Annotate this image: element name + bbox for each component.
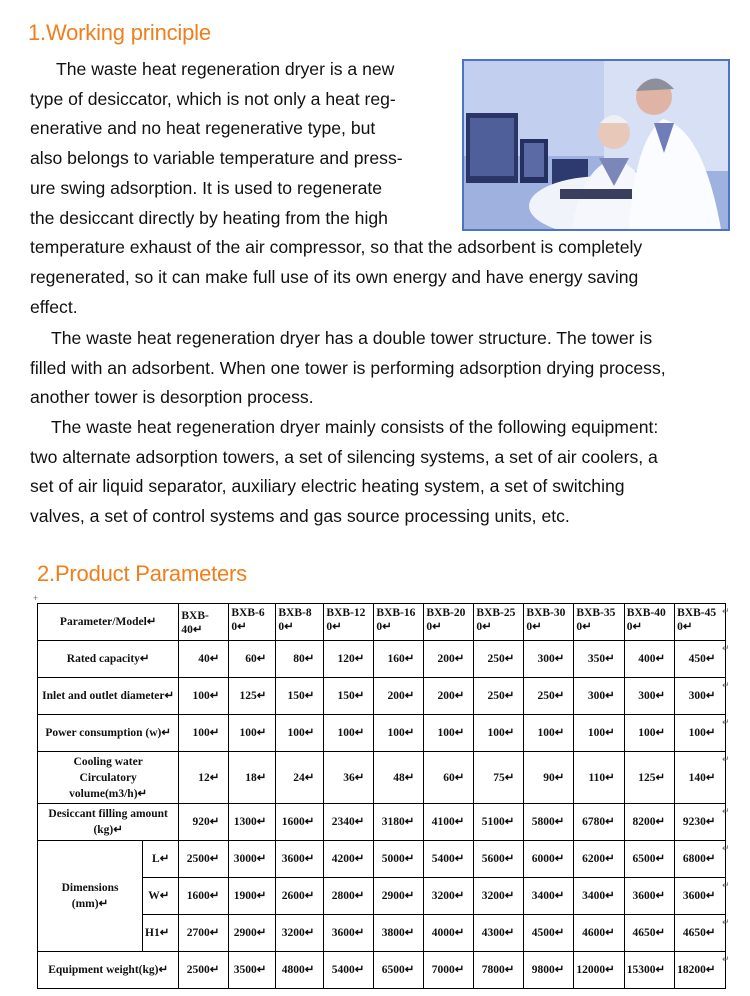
value-cell: 250↵ bbox=[524, 678, 574, 715]
value-cell: 6000↵ bbox=[524, 841, 574, 878]
row-end-mark: ↵ bbox=[722, 842, 730, 853]
value-cell: 100↵ bbox=[624, 715, 674, 752]
value-cell: 450↵ bbox=[675, 641, 725, 678]
value-cell: 1300↵ bbox=[229, 804, 276, 841]
value-cell: 4200↵ bbox=[324, 841, 374, 878]
row-power-consumption bbox=[38, 715, 726, 752]
value-cell: 3600↵ bbox=[624, 878, 674, 915]
text-line: enerative and no heat regenerative type, but bbox=[30, 118, 376, 139]
paragraph-tower-structure bbox=[30, 324, 666, 413]
model-header-cell: BXB-45 0↵ bbox=[675, 604, 725, 641]
value-cell: 100↵ bbox=[324, 715, 374, 752]
value-cell: 5800↵ bbox=[524, 804, 574, 841]
value-cell: 5600↵ bbox=[474, 841, 524, 878]
value-cell: 150↵ bbox=[324, 678, 374, 715]
value-cell: 2340↵ bbox=[324, 804, 374, 841]
value-cell: 7000↵ bbox=[424, 952, 474, 989]
row-label-cell: Rated capacity↵ bbox=[38, 641, 179, 678]
value-cell: 3800↵ bbox=[374, 915, 424, 952]
value-cell: 920↵ bbox=[179, 804, 229, 841]
value-cell: 300↵ bbox=[524, 641, 574, 678]
table-header-row bbox=[38, 604, 726, 641]
value-cell: 100↵ bbox=[524, 715, 574, 752]
value-cell: 3200↵ bbox=[424, 878, 474, 915]
table-anchor-mark: + bbox=[33, 593, 39, 603]
value-cell: 4650↵ bbox=[675, 915, 725, 952]
value-cell: 2900↵ bbox=[229, 915, 276, 952]
value-cell: 4650↵ bbox=[624, 915, 674, 952]
value-cell: 300↵ bbox=[624, 678, 674, 715]
row-equipment-weight bbox=[38, 952, 726, 989]
text-line: valves, a set of control systems and gas source processing units, etc. bbox=[30, 506, 570, 527]
text-line: type of desiccator, which is not only a heat reg- bbox=[30, 88, 396, 109]
value-cell: 5400↵ bbox=[424, 841, 474, 878]
paragraph-intro bbox=[30, 55, 642, 322]
text-line: filled with an adsorbent. When one tower is performing adsorption drying process, bbox=[30, 357, 666, 378]
value-cell: 6200↵ bbox=[574, 841, 624, 878]
row-cooling-water bbox=[38, 752, 726, 804]
value-cell: 3600↵ bbox=[324, 915, 374, 952]
value-cell: 300↵ bbox=[675, 678, 725, 715]
model-header-cell: BXB-12 0↵ bbox=[324, 604, 374, 641]
value-cell: 300↵ bbox=[574, 678, 624, 715]
model-header-cell: BXB-8 0↵ bbox=[276, 604, 324, 641]
value-cell: 12↵ bbox=[179, 752, 229, 804]
model-header-cell: BXB-30 0↵ bbox=[524, 604, 574, 641]
model-header-cell: BXB-40↵ bbox=[179, 604, 229, 641]
value-cell: 400↵ bbox=[624, 641, 674, 678]
value-cell: 100↵ bbox=[179, 715, 229, 752]
value-cell: 9800↵ bbox=[524, 952, 574, 989]
text-line: temperature exhaust of the air compressor, so that the adsorbent is completely bbox=[30, 237, 643, 258]
value-cell: 3400↵ bbox=[524, 878, 574, 915]
model-header-cell: BXB-40 0↵ bbox=[624, 604, 674, 641]
row-dimension-l bbox=[38, 841, 726, 878]
row-inlet-outlet-diameter bbox=[38, 678, 726, 715]
value-cell: 18200↵ bbox=[675, 952, 725, 989]
model-header-cell: BXB-16 0↵ bbox=[374, 604, 424, 641]
text-line: another tower is desorption process. bbox=[30, 387, 314, 408]
value-cell: 24↵ bbox=[276, 752, 324, 804]
value-cell: 5100↵ bbox=[474, 804, 524, 841]
value-cell: 80↵ bbox=[276, 641, 324, 678]
value-cell: 4000↵ bbox=[424, 915, 474, 952]
value-cell: 48↵ bbox=[374, 752, 424, 804]
value-cell: 100↵ bbox=[229, 715, 276, 752]
row-label-cell: Cooling water Circulatory volume(m3/h)↵ bbox=[38, 752, 179, 804]
header-label-cell: Parameter/Model↵ bbox=[38, 604, 179, 641]
row-label-cell: Inlet and outlet diameter↵ bbox=[38, 678, 179, 715]
value-cell: 6500↵ bbox=[374, 952, 424, 989]
value-cell: 2900↵ bbox=[374, 878, 424, 915]
section-title-working-principle: 1.Working principle bbox=[28, 20, 211, 45]
row-end-mark: ↵ bbox=[722, 679, 730, 690]
row-desiccant-filling bbox=[38, 804, 726, 841]
value-cell: 4100↵ bbox=[424, 804, 474, 841]
dimension-sub-label-cell: H1↵ bbox=[143, 915, 179, 952]
value-cell: 2500↵ bbox=[179, 952, 229, 989]
text-line: ure swing adsorption. It is used to regenerate bbox=[30, 177, 383, 198]
value-cell: 40↵ bbox=[179, 641, 229, 678]
value-cell: 250↵ bbox=[474, 678, 524, 715]
value-cell: 3400↵ bbox=[574, 878, 624, 915]
value-cell: 100↵ bbox=[474, 715, 524, 752]
value-cell: 200↵ bbox=[424, 678, 474, 715]
value-cell: 3000↵ bbox=[229, 841, 276, 878]
value-cell: 4500↵ bbox=[524, 915, 574, 952]
value-cell: 90↵ bbox=[524, 752, 574, 804]
row-label-cell: Power consumption (w)↵ bbox=[38, 715, 179, 752]
row-end-mark: ↵ bbox=[722, 642, 730, 653]
row-label-cell: Desiccant filling amount (kg)↵ bbox=[38, 804, 179, 841]
dimension-sub-label-cell: L↵ bbox=[143, 841, 179, 878]
value-cell: 100↵ bbox=[276, 715, 324, 752]
text-line: the desiccant directly by heating from the high bbox=[30, 207, 388, 228]
value-cell: 4300↵ bbox=[474, 915, 524, 952]
value-cell: 4600↵ bbox=[574, 915, 624, 952]
text-line: set of air liquid separator, auxiliary electric heating system, a set of switching bbox=[30, 476, 625, 497]
value-cell: 200↵ bbox=[374, 678, 424, 715]
text-line: also belongs to variable temperature and press- bbox=[30, 148, 403, 169]
value-cell: 3200↵ bbox=[276, 915, 324, 952]
row-label-cell: Equipment weight(kg)↵ bbox=[38, 952, 179, 989]
value-cell: 60↵ bbox=[229, 641, 276, 678]
text-line: The waste heat regeneration dryer has a double tower structure. The tower is bbox=[51, 328, 653, 348]
value-cell: 60↵ bbox=[424, 752, 474, 804]
value-cell: 100↵ bbox=[179, 678, 229, 715]
value-cell: 9230↵ bbox=[675, 804, 725, 841]
row-end-mark: ↵ bbox=[722, 605, 730, 616]
value-cell: 3600↵ bbox=[675, 878, 725, 915]
value-cell: 110↵ bbox=[574, 752, 624, 804]
value-cell: 5400↵ bbox=[324, 952, 374, 989]
row-end-mark: ↵ bbox=[722, 916, 730, 927]
value-cell: 100↵ bbox=[374, 715, 424, 752]
model-header-cell: BXB-6 0↵ bbox=[229, 604, 276, 641]
value-cell: 100↵ bbox=[424, 715, 474, 752]
value-cell: 160↵ bbox=[374, 641, 424, 678]
value-cell: 3600↵ bbox=[276, 841, 324, 878]
value-cell: 15300↵ bbox=[624, 952, 674, 989]
value-cell: 4800↵ bbox=[276, 952, 324, 989]
value-cell: 100↵ bbox=[675, 715, 725, 752]
value-cell: 2600↵ bbox=[276, 878, 324, 915]
product-parameters-table bbox=[37, 603, 726, 989]
value-cell: 1600↵ bbox=[179, 878, 229, 915]
value-cell: 6780↵ bbox=[574, 804, 624, 841]
value-cell: 150↵ bbox=[276, 678, 324, 715]
dimensions-label-cell: Dimensions (mm)↵ bbox=[38, 841, 143, 952]
value-cell: 350↵ bbox=[574, 641, 624, 678]
value-cell: 125↵ bbox=[229, 678, 276, 715]
value-cell: 5000↵ bbox=[374, 841, 424, 878]
value-cell: 140↵ bbox=[675, 752, 725, 804]
paragraph-equipment bbox=[30, 413, 658, 532]
section-title-product-parameters: 2.Product Parameters bbox=[37, 561, 247, 586]
value-cell: 3180↵ bbox=[374, 804, 424, 841]
value-cell: 8200↵ bbox=[624, 804, 674, 841]
text-line: effect. bbox=[30, 296, 78, 317]
value-cell: 200↵ bbox=[424, 641, 474, 678]
value-cell: 18↵ bbox=[229, 752, 276, 804]
value-cell: 120↵ bbox=[324, 641, 374, 678]
model-header-cell: BXB-20 0↵ bbox=[424, 604, 474, 641]
text-line: two alternate adsorption towers, a set of silencing systems, a set of air coolers, a bbox=[30, 446, 658, 467]
value-cell: 2700↵ bbox=[179, 915, 229, 952]
dimension-sub-label-cell: W↵ bbox=[143, 878, 179, 915]
value-cell: 12000↵ bbox=[574, 952, 624, 989]
value-cell: 125↵ bbox=[624, 752, 674, 804]
value-cell: 7800↵ bbox=[474, 952, 524, 989]
row-end-mark: ↵ bbox=[722, 879, 730, 890]
row-end-mark: ↵ bbox=[722, 753, 730, 764]
value-cell: 250↵ bbox=[474, 641, 524, 678]
text-line: The waste heat regeneration dryer mainly consists of the following equipment: bbox=[51, 417, 659, 437]
value-cell: 1900↵ bbox=[229, 878, 276, 915]
row-end-mark: ↵ bbox=[722, 805, 730, 816]
value-cell: 36↵ bbox=[324, 752, 374, 804]
value-cell: 100↵ bbox=[574, 715, 624, 752]
model-header-cell: BXB-35 0↵ bbox=[574, 604, 624, 641]
value-cell: 6800↵ bbox=[675, 841, 725, 878]
row-end-mark: ↵ bbox=[722, 953, 730, 964]
value-cell: 2500↵ bbox=[179, 841, 229, 878]
text-line: regenerated, so it can make full use of its own energy and have energy saving bbox=[30, 266, 639, 287]
row-end-mark: ↵ bbox=[722, 716, 730, 727]
value-cell: 75↵ bbox=[474, 752, 524, 804]
text-line: The waste heat regeneration dryer is a new bbox=[56, 59, 395, 79]
row-rated-capacity bbox=[38, 641, 726, 678]
value-cell: 2800↵ bbox=[324, 878, 374, 915]
model-header-cell: BXB-25 0↵ bbox=[474, 604, 524, 641]
value-cell: 3500↵ bbox=[229, 952, 276, 989]
value-cell: 1600↵ bbox=[276, 804, 324, 841]
value-cell: 6500↵ bbox=[624, 841, 674, 878]
value-cell: 3200↵ bbox=[474, 878, 524, 915]
